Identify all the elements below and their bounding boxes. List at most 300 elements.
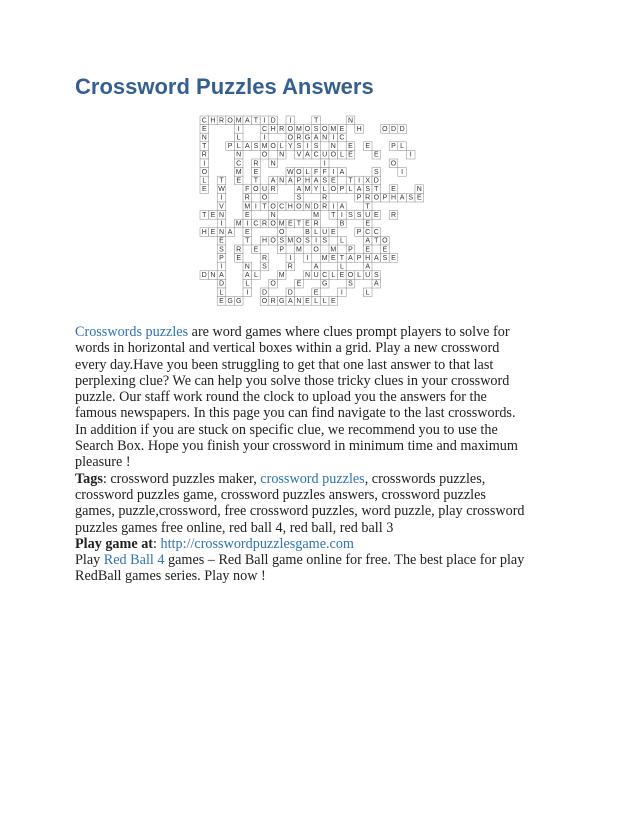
grid-letter: D — [270, 117, 276, 125]
grid-letter: N — [279, 177, 285, 185]
grid-letter: E — [296, 280, 302, 288]
grid-letter: E — [244, 229, 250, 237]
grid-letter: E — [348, 151, 353, 159]
grid-letter: R — [322, 203, 328, 211]
grid-letter: E — [382, 246, 388, 254]
grid-letter: E — [305, 220, 310, 228]
text-line — [75, 568, 565, 584]
grid-letter: T — [313, 117, 319, 125]
inline-link[interactable]: Crosswords puzzles — [75, 324, 189, 340]
grid-letter: M — [295, 125, 302, 133]
grid-letter: O — [382, 125, 388, 133]
text-run: games, puzzle,crossword, free crossword puzzles, word puzzle, play crossword — [75, 503, 525, 520]
grid-letter: A — [313, 134, 319, 142]
grid-letter: A — [313, 263, 319, 271]
grid-letter: I — [220, 220, 223, 228]
grid-letter: M — [313, 211, 320, 219]
grid-letter: T — [374, 186, 379, 194]
grid-letter: R — [201, 151, 207, 159]
grid-letter: C — [365, 229, 371, 237]
grid-letter: O — [270, 143, 276, 151]
text-line — [75, 471, 565, 487]
grid-letter: C — [339, 134, 345, 142]
grid-letter: S — [296, 143, 302, 151]
text-line — [75, 389, 565, 405]
grid-letter: P — [339, 186, 345, 194]
grid-letter: I — [220, 194, 223, 202]
grid-letter: I — [358, 177, 361, 185]
grid-letter: O — [373, 194, 380, 202]
grid-letter: L — [279, 143, 284, 151]
grid-letter: A — [219, 272, 224, 280]
grid-letter: G — [227, 297, 233, 305]
grid-letter: T — [262, 203, 267, 211]
grid-letter: I — [220, 263, 223, 271]
grid-letter: E — [210, 229, 216, 237]
grid-letter: T — [202, 143, 207, 151]
grid-letter: I — [237, 125, 240, 133]
grid-letter: A — [365, 237, 371, 245]
grid-letter: A — [270, 177, 276, 185]
grid-letter: H — [210, 117, 216, 125]
grid-letter: O — [382, 237, 388, 245]
grid-letter: O — [227, 117, 233, 125]
grid-letter: O — [261, 194, 268, 202]
grid-letter: R — [287, 263, 293, 271]
grid-letter: N — [330, 143, 336, 151]
text-line — [75, 536, 565, 552]
grid-letter: E — [219, 237, 224, 245]
grid-letter: I — [409, 151, 412, 159]
grid-letter: E — [339, 125, 345, 133]
grid-letter: R — [261, 254, 268, 262]
grid-letter: I — [289, 117, 292, 125]
grid-letter: M — [304, 186, 311, 194]
grid-letter: O — [296, 168, 302, 176]
grid-letter: E — [373, 151, 379, 159]
text-run: : crossword puzzles maker, — [102, 470, 261, 487]
grid-letter: C — [373, 229, 379, 237]
grid-letter: O — [330, 151, 337, 159]
grid-letter: N — [244, 263, 250, 271]
grid-letter: H — [356, 125, 362, 133]
grid-letter: P — [356, 194, 362, 202]
grid-letter: L — [202, 177, 207, 185]
grid-letter: P — [227, 143, 233, 151]
text-line — [75, 340, 565, 356]
grid-letter: L — [314, 297, 319, 305]
grid-letter: M — [330, 246, 337, 254]
grid-letter: P — [382, 194, 388, 202]
grid-letter: C — [236, 160, 242, 168]
grid-letter: I — [254, 203, 257, 211]
grid-letter: D — [373, 177, 379, 185]
grid-letter: I — [306, 254, 309, 262]
grid-letter: M — [330, 125, 337, 133]
grid-letter: S — [313, 125, 319, 133]
grid-letter: A — [399, 194, 405, 202]
grid-letter: A — [373, 280, 379, 288]
grid-letter: S — [253, 143, 259, 151]
grid-letter: L — [348, 186, 353, 194]
grid-letter: C — [279, 203, 285, 211]
grid-letter: S — [279, 237, 285, 245]
bold-label: Tags — [75, 470, 103, 487]
grid-letter: E — [287, 220, 293, 228]
text-run: words in horizontal and vertical boxes within a grid. Play a new crossword — [75, 340, 500, 357]
grid-letter: T — [374, 237, 379, 245]
grid-letter: A — [339, 168, 345, 176]
grid-letter: A — [348, 254, 353, 262]
text-run: puzzle. Our staff work round the clock to upload you the answers for the — [75, 389, 487, 406]
crossword-image — [197, 114, 437, 314]
text-line — [75, 422, 565, 438]
grid-letter: E — [201, 125, 207, 133]
grid-letter: N — [347, 117, 354, 125]
grid-letter: L — [339, 263, 344, 271]
grid-letter: C — [253, 220, 259, 228]
grid-letter: A — [373, 254, 379, 262]
inline-link[interactable]: crossword puzzles — [260, 470, 365, 487]
grid-letter: S — [356, 211, 362, 219]
grid-letter: P — [356, 229, 362, 237]
grid-letter: E — [330, 177, 336, 185]
grid-letter: O — [261, 151, 268, 159]
grid-letter: O — [270, 237, 276, 245]
grid-letter: L — [314, 229, 319, 237]
grid-letter: O — [296, 203, 302, 211]
grid-letter: I — [340, 289, 343, 297]
text-run: pleasure ! — [75, 454, 131, 471]
grid-letter: M — [278, 272, 285, 280]
grid-letter: A — [339, 203, 345, 211]
grid-letter: N — [304, 203, 311, 211]
grid-letter: E — [253, 246, 259, 254]
grid-letter: P — [219, 254, 224, 262]
grid-letter: D — [399, 125, 405, 133]
grid-letter: H — [365, 254, 371, 262]
grid-letter: M — [261, 143, 268, 151]
grid-letter: E — [365, 220, 371, 228]
grid-letter: F — [322, 168, 327, 176]
grid-letter: S — [408, 194, 414, 202]
grid-letter: H — [304, 177, 311, 185]
grid-letter: A — [305, 151, 310, 159]
grid-letter: R — [253, 160, 259, 168]
text-line — [75, 405, 565, 421]
grid-letter: E — [365, 143, 371, 151]
grid-letter: U — [322, 151, 328, 159]
grid-letter: H — [390, 194, 397, 202]
grid-letter: A — [244, 143, 250, 151]
grid-letter: T — [296, 220, 302, 228]
grid-letter: I — [246, 289, 249, 297]
grid-letter: E — [330, 297, 336, 305]
inline-link[interactable]: http://crosswordpuzzlesgame.com — [160, 535, 354, 552]
grid-letter: E — [236, 177, 242, 185]
grid-letter: M — [235, 117, 242, 125]
grid-letter: O — [253, 186, 259, 194]
text-run: perplexing clue? We can help you solve those tricky clues in your crossword — [75, 372, 510, 389]
grid-letter: C — [322, 272, 328, 280]
grid-letter: P — [296, 177, 302, 185]
grid-letter: O — [201, 168, 208, 176]
grid-letter: E — [305, 297, 310, 305]
grid-letter: E — [201, 186, 207, 194]
grid-letter: I — [315, 237, 318, 245]
grid-letter: T — [331, 211, 336, 219]
grid-letter: H — [261, 237, 268, 245]
grid-letter: U — [365, 211, 371, 219]
grid-letter: E — [373, 211, 379, 219]
grid-letter: E — [416, 194, 422, 202]
grid-letter: A — [313, 177, 319, 185]
grid-letter: B — [305, 229, 310, 237]
grid-letter: L — [305, 168, 310, 176]
bold-label: Play game at — [75, 535, 154, 552]
grid-letter: A — [287, 177, 293, 185]
text-line — [75, 438, 565, 454]
grid-letter: L — [236, 143, 241, 151]
grid-letter: N — [218, 211, 225, 219]
grid-letter: N — [304, 272, 311, 280]
text-line — [75, 487, 565, 503]
grid-letter: S — [262, 263, 267, 271]
text-line — [75, 503, 565, 519]
grid-letter: R — [270, 297, 276, 305]
grid-letter: S — [219, 246, 224, 254]
grid-letter: E — [391, 186, 396, 194]
grid-letter: G — [235, 297, 242, 305]
text-run: crossword puzzles game, crossword puzzles answers, crossword puzzles — [75, 486, 486, 503]
text-line — [75, 324, 565, 340]
grid-letter: R — [365, 194, 371, 202]
grid-letter: R — [236, 246, 242, 254]
grid-letter: I — [332, 203, 335, 211]
text-run: games – Red Ball game online for free. The best place for play — [164, 552, 525, 569]
grid-letter: Y — [287, 143, 293, 151]
grid-letter: L — [245, 280, 250, 288]
text-line — [75, 373, 565, 389]
grid-letter: A — [287, 297, 293, 305]
grid-letter: P — [391, 143, 396, 151]
grid-letter: A — [365, 263, 371, 271]
grid-letter: D — [390, 125, 397, 133]
grid-letter: O — [313, 246, 319, 254]
grid-letter: R — [244, 194, 250, 202]
grid-letter: I — [332, 134, 335, 142]
grid-letter: A — [244, 272, 250, 280]
grid-letter: E — [313, 289, 319, 297]
grid-letter: E — [253, 168, 259, 176]
grid-letter: E — [236, 254, 242, 262]
text-run: In addition if you are stuck on specific clue, we recommend you to use the — [75, 421, 498, 438]
grid-letter: Y — [313, 186, 319, 194]
text-line — [75, 552, 565, 568]
text-run: are word games where clues prompt players to solve for — [188, 324, 510, 340]
grid-letter: E — [244, 211, 250, 219]
grid-letter: U — [261, 186, 268, 194]
grid-letter: D — [313, 203, 319, 211]
grid-letter: S — [373, 168, 379, 176]
grid-letter: M — [278, 220, 285, 228]
grid-letter: M — [235, 220, 242, 228]
grid-letter: L — [400, 143, 405, 151]
grid-letter: E — [210, 211, 216, 219]
crossword-grid — [197, 114, 437, 314]
text-run: puzzles games free online, red ball 4, red ball, red ball 3 — [75, 519, 394, 536]
grid-letter: N — [218, 229, 225, 237]
grid-letter: T — [339, 254, 345, 262]
grid-letter: O — [347, 272, 354, 280]
grid-letter: N — [270, 160, 276, 168]
grid-letter: L — [331, 272, 336, 280]
grid-letter: C — [313, 151, 319, 159]
grid-letter: I — [203, 160, 206, 168]
grid-letter: G — [278, 297, 285, 305]
grid-letter: R — [322, 194, 328, 202]
grid-letter: E — [339, 272, 345, 280]
grid-letter: S — [296, 194, 302, 202]
grid-letter: R — [218, 117, 225, 125]
grid-letter: O — [330, 186, 337, 194]
text-line — [75, 357, 565, 373]
grid-letter: M — [295, 246, 302, 254]
grid-letter: E — [391, 254, 396, 262]
grid-letter: R — [390, 211, 397, 219]
grid-letter: W — [286, 168, 294, 176]
text-run: famous newspapers. In this page you can find navigate to the last crosswords. — [75, 405, 516, 422]
grid-letter: T — [202, 211, 207, 219]
grid-letter: U — [365, 272, 371, 280]
grid-letter: C — [261, 125, 268, 133]
grid-letter: B — [339, 220, 345, 228]
grid-letter: L — [365, 289, 370, 297]
grid-letter: N — [416, 186, 422, 194]
grid-letter: E — [365, 246, 371, 254]
grid-letter: N — [270, 211, 276, 219]
grid-letter: D — [218, 280, 225, 288]
grid-letter: S — [382, 254, 388, 262]
grid-letter: O — [278, 229, 285, 237]
grid-letter: E — [348, 143, 353, 151]
grid-letter: L — [322, 186, 327, 194]
grid-letter: L — [219, 289, 224, 297]
grid-letter: R — [261, 220, 268, 228]
grid-letter: F — [313, 168, 319, 176]
grid-letter: D — [261, 289, 268, 297]
grid-letter: E — [330, 229, 336, 237]
grid-letter: P — [348, 246, 353, 254]
grid-letter: L — [339, 151, 344, 159]
grid-letter: D — [287, 289, 293, 297]
text-run: Search Box. Hope you finish your crossword in minimum time and maximum — [75, 438, 518, 455]
grid-letter: G — [304, 134, 311, 142]
grid-letter: T — [365, 203, 370, 211]
grid-letter: M — [321, 254, 328, 262]
grid-letter: M — [244, 203, 251, 211]
body-paragraph — [75, 324, 565, 585]
grid-letter: I — [246, 220, 249, 228]
grid-letter: N — [210, 272, 216, 280]
grid-letter: P — [279, 246, 285, 254]
grid-letter: A — [227, 229, 233, 237]
grid-letter: L — [357, 272, 362, 280]
grid-letter: U — [322, 229, 328, 237]
grid-letter: A — [296, 186, 302, 194]
grid-letter: S — [365, 186, 371, 194]
grid-letter: N — [201, 134, 207, 142]
grid-letter: L — [253, 272, 258, 280]
grid-letter: L — [339, 237, 344, 245]
grid-letter: S — [322, 177, 328, 185]
grid-letter: H — [270, 125, 276, 133]
grid-letter: T — [245, 237, 250, 245]
grid-letter: T — [253, 117, 259, 125]
inline-link[interactable]: Red Ball 4 — [103, 552, 165, 569]
grid-letter: I — [289, 254, 292, 262]
text-run: every day.Have you been struggling to get that one last answer to that last — [75, 356, 494, 373]
grid-letter: G — [321, 280, 328, 288]
grid-letter: S — [305, 237, 310, 245]
grid-letter: C — [201, 117, 207, 125]
grid-letter: V — [219, 203, 224, 211]
page-title: Crossword Puzzles Answers — [75, 74, 374, 99]
grid-letter: O — [261, 297, 268, 305]
grid-letter: F — [245, 186, 250, 194]
grid-letter: E — [330, 254, 336, 262]
grid-letter: H — [201, 229, 207, 237]
grid-letter: U — [313, 272, 319, 280]
grid-letter: L — [322, 297, 327, 305]
grid-letter: V — [296, 151, 302, 159]
grid-letter: O — [304, 125, 311, 133]
grid-letter: N — [296, 297, 302, 305]
grid-letter: T — [348, 177, 353, 185]
text-run: RedBall games series. Play now ! — [75, 568, 266, 585]
grid-letter: E — [219, 297, 224, 305]
grid-letter: S — [348, 280, 353, 288]
grid-letter: L — [236, 134, 241, 142]
grid-letter: R — [279, 125, 285, 133]
grid-letter: H — [287, 203, 293, 211]
text-run: : — [153, 535, 161, 552]
grid-letter: A — [356, 186, 362, 194]
grid-letter: M — [287, 237, 294, 245]
grid-letter: S — [348, 211, 353, 219]
grid-letter: N — [279, 151, 285, 159]
text-line — [75, 520, 565, 536]
grid-letter: I — [263, 134, 266, 142]
grid-letter: R — [296, 134, 302, 142]
grid-letter: O — [287, 134, 294, 142]
grid-letter: A — [244, 117, 250, 125]
grid-letter: I — [340, 211, 343, 219]
grid-letter: N — [322, 134, 328, 142]
grid-letter: O — [270, 280, 276, 288]
grid-letter: I — [323, 160, 326, 168]
grid-letter: N — [236, 151, 242, 159]
grid-letter: I — [306, 143, 309, 151]
text-run: , crosswords puzzles, — [364, 470, 486, 487]
grid-letter: O — [287, 125, 294, 133]
grid-letter: I — [332, 168, 335, 176]
grid-letter: O — [270, 203, 276, 211]
grid-letter: T — [253, 177, 259, 185]
grid-letter: D — [201, 272, 207, 280]
grid-letter: O — [321, 125, 328, 133]
text-run: Play — [75, 552, 104, 569]
